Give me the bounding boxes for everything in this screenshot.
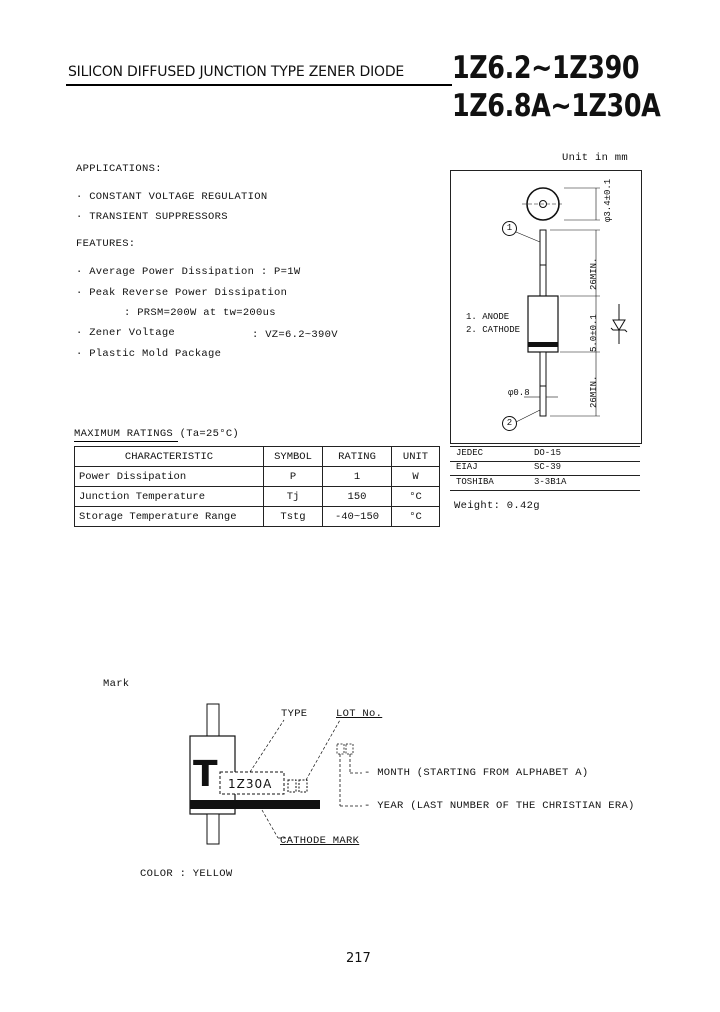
standard-value: 3-3B1A bbox=[534, 477, 567, 487]
table-row bbox=[75, 487, 440, 507]
table-cell: °C bbox=[392, 487, 440, 507]
page-number: 217 bbox=[346, 951, 371, 966]
mark-lead-top bbox=[207, 704, 219, 736]
part-number-range-1: 1Z6.2~1Z390 bbox=[452, 50, 640, 86]
features-heading: FEATURES: bbox=[76, 238, 136, 250]
mark-cathode-label: CATHODE MARK bbox=[280, 835, 360, 847]
part-number-range-2: 1Z6.8A~1Z30A bbox=[452, 88, 661, 124]
table-cell: P bbox=[264, 467, 323, 487]
table-cell: Storage Temperature Range bbox=[75, 507, 264, 527]
applications-heading: APPLICATIONS: bbox=[76, 163, 162, 175]
table-header-cell: RATING bbox=[323, 447, 392, 467]
mark-cathode-band bbox=[190, 800, 320, 809]
dimension-lead-2: 26MIN. bbox=[589, 375, 599, 408]
mark-label-type: TYPE bbox=[281, 708, 308, 720]
table-cell: °C bbox=[392, 507, 440, 527]
table-cell: 1 bbox=[323, 467, 392, 487]
application-item: · CONSTANT VOLTAGE REGULATION bbox=[76, 191, 268, 203]
title-underline bbox=[66, 84, 452, 86]
package-weight: Weight: 0.42g bbox=[454, 500, 540, 512]
mark-lot-box bbox=[299, 780, 307, 792]
zener-symbol-triangle bbox=[613, 320, 625, 330]
mark-type-text: 1Z30A bbox=[228, 777, 273, 791]
pin-label-anode: 1. ANODE bbox=[466, 312, 510, 322]
cathode-band bbox=[528, 342, 558, 347]
dimension-wire: φ0.8 bbox=[508, 388, 530, 398]
month-label-text: MONTH (STARTING FROM ALPHABET A) bbox=[377, 767, 589, 779]
dimension-diameter: φ3.4±0.1 bbox=[603, 178, 613, 222]
callout-1 bbox=[502, 221, 517, 236]
standard-value: DO-15 bbox=[534, 448, 562, 458]
feature-subitem: : VZ=6.2~390V bbox=[252, 329, 338, 341]
feature-text: Zener Voltage bbox=[89, 327, 176, 339]
mark-lot-box bbox=[288, 780, 296, 792]
mark-logo: T bbox=[193, 754, 218, 795]
table-cell: Junction Temperature bbox=[75, 487, 264, 507]
mark-month-label: - MONTH (STARTING FROM ALPHABET A) bbox=[364, 767, 589, 779]
feature-text: Peak Reverse Power Dissipation bbox=[89, 287, 288, 299]
mark-label-lot: LOT No. bbox=[336, 708, 383, 720]
standard-name: EIAJ bbox=[456, 462, 478, 472]
mark-lead-bottom bbox=[207, 814, 219, 844]
feature-subitem: : PRSM=200W at tw=200us bbox=[124, 307, 276, 319]
package-standard-row bbox=[450, 446, 640, 462]
feature-text: Plastic Mold Package bbox=[89, 348, 222, 360]
year-label-text: YEAR (LAST NUMBER OF THE CHRISTIAN ERA) bbox=[377, 800, 635, 812]
feature-item: · Plastic Mold Package bbox=[76, 348, 222, 360]
table-header-cell: SYMBOL bbox=[264, 447, 323, 467]
callout-2-label: 2 bbox=[506, 418, 513, 428]
table-cell: Tj bbox=[264, 487, 323, 507]
table-cell: W bbox=[392, 467, 440, 487]
table-header-row bbox=[75, 447, 440, 467]
application-text: TRANSIENT SUPPRESSORS bbox=[89, 211, 228, 223]
standard-name: TOSHIBA bbox=[456, 477, 494, 487]
table-header-cell: CHARACTERISTIC bbox=[75, 447, 264, 467]
package-standard-row bbox=[450, 461, 640, 476]
heading-underline bbox=[74, 441, 178, 442]
max-ratings-heading: MAXIMUM RATINGS (Ta=25°C) bbox=[74, 428, 240, 440]
package-standard-row bbox=[450, 476, 640, 491]
standard-name: JEDEC bbox=[456, 448, 484, 458]
feature-text: Average Power Dissipation : P=1W bbox=[89, 266, 301, 278]
unit-label: Unit in mm bbox=[562, 152, 629, 164]
table-cell: Tstg bbox=[264, 507, 323, 527]
lead-1 bbox=[540, 230, 546, 296]
table-row bbox=[75, 467, 440, 487]
mark-year-label: - YEAR (LAST NUMBER OF THE CHRISTIAN ERA) bbox=[364, 800, 635, 812]
standard-value: SC-39 bbox=[534, 462, 562, 472]
table-cell: 150 bbox=[323, 487, 392, 507]
mark-heading: Mark bbox=[103, 678, 130, 690]
table-header-cell: UNIT bbox=[392, 447, 440, 467]
callout-2 bbox=[502, 416, 517, 431]
dimension-lead-1: 26MIN. bbox=[589, 257, 599, 290]
application-item: · TRANSIENT SUPPRESSORS bbox=[76, 211, 228, 223]
dimension-body: 5.0±0.1 bbox=[589, 314, 599, 352]
table-cell: -40~150 bbox=[323, 507, 392, 527]
feature-item: · Zener Voltage bbox=[76, 327, 176, 339]
pin-label-cathode: 2. CATHODE bbox=[466, 325, 521, 335]
table-row bbox=[75, 507, 440, 527]
max-ratings-table bbox=[74, 446, 440, 527]
feature-item: · Peak Reverse Power Dissipation bbox=[76, 287, 288, 299]
lead-2 bbox=[540, 352, 546, 416]
document-title: SILICON DIFFUSED JUNCTION TYPE ZENER DIODE bbox=[68, 64, 405, 80]
table-cell: Power Dissipation bbox=[75, 467, 264, 487]
callout-1-label: 1 bbox=[506, 223, 513, 233]
feature-item: · Average Power Dissipation : P=1W bbox=[76, 266, 301, 278]
mark-color-label: COLOR : YELLOW bbox=[140, 868, 233, 880]
application-text: CONSTANT VOLTAGE REGULATION bbox=[89, 191, 268, 203]
